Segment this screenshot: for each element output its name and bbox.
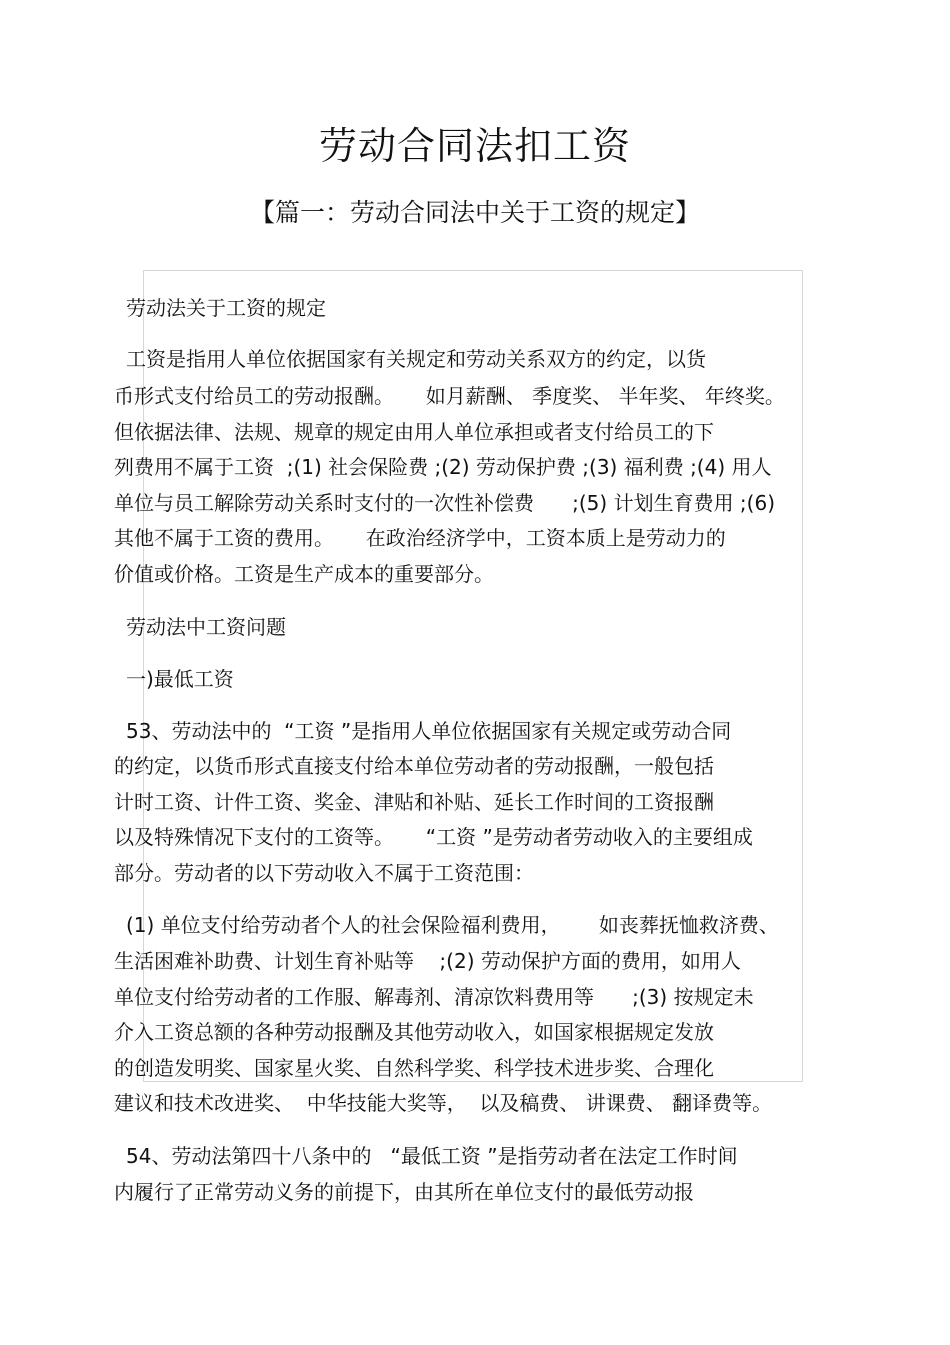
text-line: 内履行了正常劳动义务的前提下，由其所在单位支付的最低劳动报 <box>114 1180 694 1204</box>
text-line: 列费用不属于工资 ;(1) 社会保险费 ;(2) 劳动保护费 ;(3) 福利费 ;(4) 用人 <box>114 455 772 479</box>
paragraph-heading: 一)最低工资 <box>126 667 234 691</box>
text-line: 的约定，以货币形式直接支付给本单位劳动者的劳动报酬，一般包括 <box>114 754 714 778</box>
text-line: 币形式支付给员工的劳动报酬。 如月薪酬、 季度奖、 半年奖、 年终奖。 <box>114 384 785 408</box>
paragraph-heading: 劳动法关于工资的规定 <box>126 296 326 320</box>
text-line: 介入工资总额的各种劳动报酬及其他劳动收入，如国家根据规定发放 <box>114 1020 714 1044</box>
text-line: 计时工资、计件工资、奖金、津贴和补贴、延长工作时间的工资报酬 <box>114 790 714 814</box>
text-line: 部分。劳动者的以下劳动收入不属于工资范围： <box>114 861 534 885</box>
text-line: 其他不属于工资的费用。 在政治经济学中，工资本质上是劳动力的 <box>114 526 726 550</box>
text-line: 但依据法律、法规、规章的规定由用人单位承担或者支付给员工的下 <box>114 420 714 444</box>
text-line: 单位与员工解除劳动关系时支付的一次性补偿费 ;(5) 计划生育费用 ;(6) <box>114 491 775 515</box>
text-line: 工资是指用人单位依据国家有关规定和劳动关系双方的约定，以货 <box>126 347 706 371</box>
text-line: (1) 单位支付给劳动者个人的社会保险福利费用， 如丧葬抚恤救济费、 <box>126 913 779 937</box>
text-line: 的创造发明奖、国家星火奖、自然科学奖、科学技术进步奖、合理化 <box>114 1056 714 1080</box>
text-line: 单位支付给劳动者的工作服、解毒剂、清凉饮料费用等 ;(3) 按规定未 <box>114 985 754 1009</box>
paragraph-heading: 劳动法中工资问题 <box>126 615 286 639</box>
section-heading: 【篇一：劳动合同法中关于工资的规定】 <box>249 198 700 227</box>
text-line: 建议和技术改进奖、 中华技能大奖等， 以及稿费、 讲课费、 翻译费等。 <box>114 1091 773 1115</box>
text-line: 价值或价格。工资是生产成本的重要部分。 <box>114 562 494 586</box>
text-line: 以及特殊情况下支付的工资等。 “工资 ”是劳动者劳动收入的主要组成 <box>114 825 753 849</box>
text-line: 54、劳动法第四十八条中的 “最低工资 ”是指劳动者在法定工作时间 <box>126 1144 738 1168</box>
document-title: 劳动合同法扣工资 <box>318 124 631 168</box>
text-line: 生活困难补助费、计划生育补贴等 ;(2) 劳动保护方面的费用，如用人 <box>114 949 741 973</box>
text-line: 53、劳动法中的 “工资 ”是指用人单位依据国家有关规定或劳动合同 <box>126 719 732 743</box>
